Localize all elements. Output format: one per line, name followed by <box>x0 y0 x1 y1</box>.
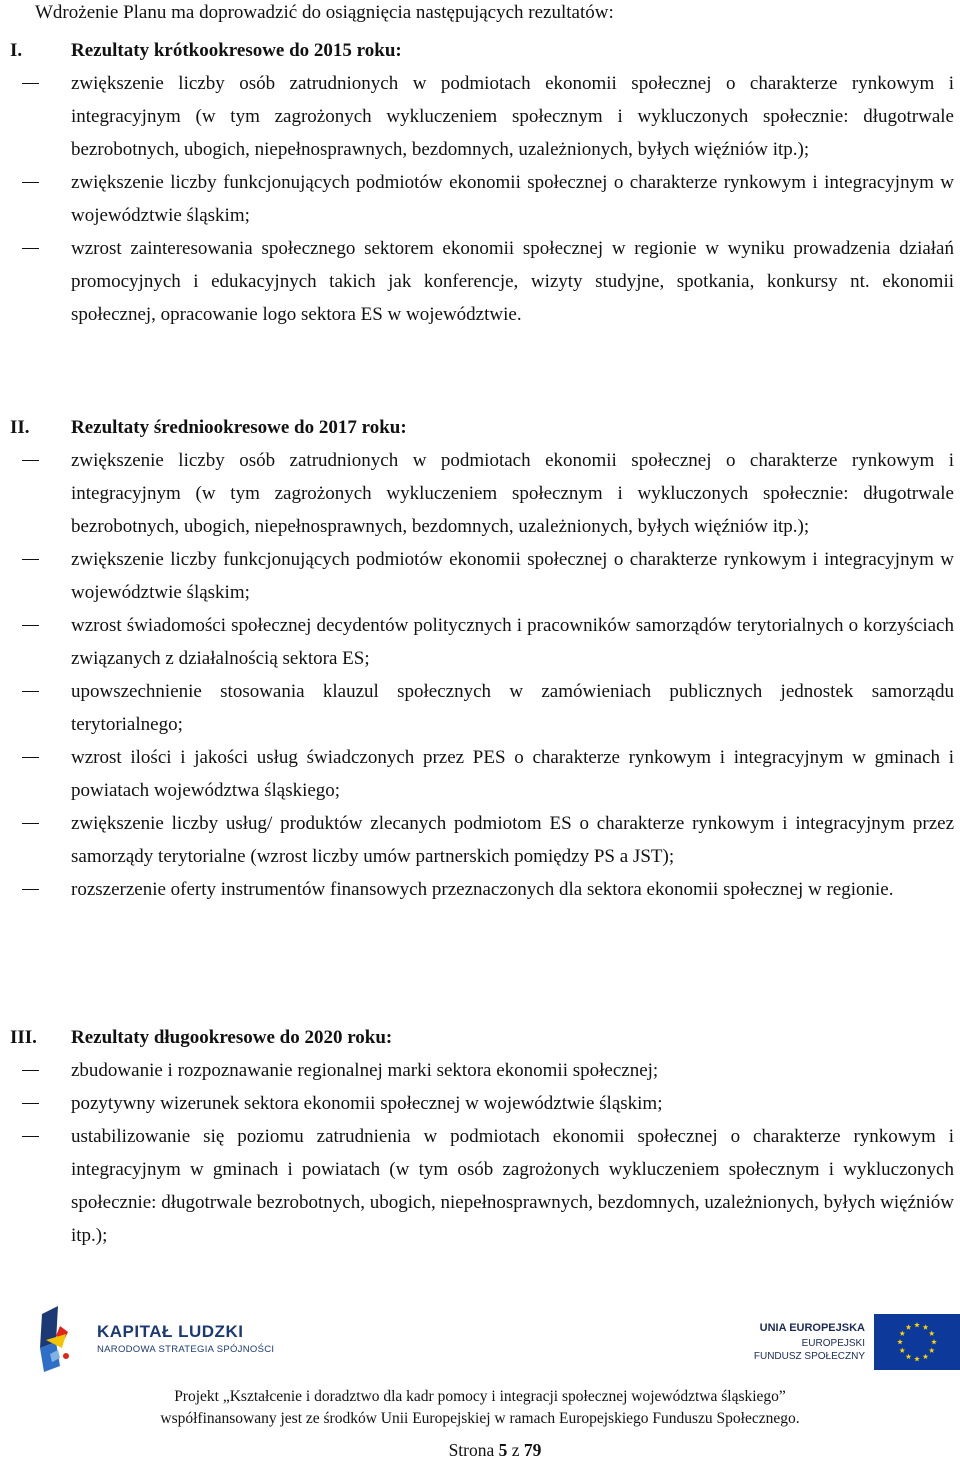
dash-bullet <box>22 625 39 626</box>
logo-title: UNIA EUROPEJSKA <box>759 1322 865 1334</box>
list-item <box>0 1054 960 1087</box>
list-item-text: zwiększenie liczby osób zatrudnionych w podmiotach ekonomii społecznej o charakterze rynkowym i integracyjnym (w tym zagrożonych wykluczeniem społecznym i wykluczonych społecznie: długotrwale bezrobotnych, ubogich, niepełnosprawnych, bezdomnych, uzależnionych, byłych więźniów itp.); <box>71 450 954 537</box>
list-item <box>0 1087 960 1120</box>
section-medium-term <box>0 411 960 906</box>
section-title: Rezultaty krótkookresowe do 2015 roku: <box>71 40 402 61</box>
result-list <box>0 67 960 331</box>
page-total: 79 <box>523 1440 542 1460</box>
list-item-text: wzrost świadomości społecznej decydentów politycznych i pracowników samorządów terytorialnych o korzyściach związanych z działalnością sektora ES; <box>71 615 954 669</box>
dash-bullet <box>22 1070 39 1071</box>
dash-bullet <box>22 757 39 758</box>
dash-bullet <box>22 83 39 84</box>
dash-bullet <box>22 559 39 560</box>
section-title: Rezultaty średniookresowe do 2017 roku: <box>71 417 407 438</box>
page-prefix: Strona <box>448 1440 495 1460</box>
section-title: Rezultaty długookresowe do 2020 roku: <box>71 1027 393 1048</box>
logo-title: KAPITAŁ LUDZKI <box>97 1322 244 1341</box>
list-item-text: zwiększenie liczby funkcjonujących podmiotów ekonomii społecznej o charakterze rynkowym i integracyjnym w województwie śląskim; <box>71 549 954 603</box>
list-item <box>0 609 960 675</box>
list-item-text: zwiększenie liczby usług/ produktów zlecanych podmiotom ES o charakterze rynkowym i integracyjnym przez samorządy terytorialne (wzrost liczby umów partnerskich pomiędzy PS a JST); <box>71 813 954 867</box>
list-item-text: zbudowanie i rozpoznawanie regionalnej marki sektora ekonomii społecznej; <box>71 1060 659 1081</box>
footer-cofinance-line: współfinansowany jest ze środków Unii Europejskiej w ramach Europejskiego Funduszu Społecznego. <box>160 1410 800 1427</box>
dash-bullet <box>22 1136 39 1137</box>
eu-efs-logo <box>750 1314 960 1374</box>
list-item <box>0 543 960 609</box>
section-heading <box>0 34 960 67</box>
list-item-text: wzrost zainteresowania społecznego sektorem ekonomii społecznej w regionie w wyniku prowadzenia działań promocyjnych i edukacyjnych takich jak konferencje, wizyty studyjne, spotkania, konkursy nt. ekonomii społecznej, opracowanie logo sektora ES w województwie. <box>71 238 954 325</box>
section-heading <box>0 411 960 444</box>
list-item-text: rozszerzenie oferty instrumentów finansowych przeznaczonych dla sektora ekonomii społecznej w regionie. <box>71 879 894 900</box>
list-item-text: pozytywny wizerunek sektora ekonomii społecznej w województwie śląskim; <box>71 1093 663 1114</box>
list-item <box>0 807 960 873</box>
list-item <box>0 675 960 741</box>
logo-subtitle: FUNDUSZ SPOŁECZNY <box>753 1351 865 1362</box>
section-heading <box>0 1021 960 1054</box>
footer-project-line: Projekt „Kształcenie i doradztwo dla kadr pomocy i integracji społecznej województwa śląskiego” <box>174 1388 786 1405</box>
list-item-text: upowszechnienie stosowania klauzul społecznych w zamówieniach publicznych jednostek samorządu terytorialnego; <box>71 681 954 735</box>
result-list <box>0 1054 960 1252</box>
section-number: I. <box>10 40 23 61</box>
list-item-text: ustabilizowanie się poziomu zatrudnienia w podmiotach ekonomii społecznej o charakterze rynkowym i integracyjnym w gminach i powiatach (w tym osób zagrożonych wykluczeniem społecznym i wykluczonych społecznie: długotrwale bezrobotnych, ubogich, niepełnosprawnych, bezdomnych, uzależnionych, byłych więźniów itp.); <box>71 1126 954 1246</box>
section-short-term <box>0 34 960 331</box>
dash-bullet <box>22 248 39 249</box>
kapital-ludzki-logo <box>36 1304 276 1374</box>
dash-bullet <box>22 1103 39 1104</box>
page-current: 5 <box>498 1440 508 1460</box>
section-number: II. <box>10 417 30 438</box>
section-long-term <box>0 1021 960 1252</box>
list-item <box>0 741 960 807</box>
dash-bullet <box>22 182 39 183</box>
logo-subtitle: EUROPEJSKI <box>801 1338 865 1349</box>
dash-bullet <box>22 460 39 461</box>
dash-bullet <box>22 823 39 824</box>
list-item-text: wzrost ilości i jakości usług świadczonych przez PES o charakterze rynkowym i integracyjnym w gminach i powiatach województwa śląskiego; <box>71 747 954 801</box>
intro-text: Wdrożenie Planu ma doprowadzić do osiągnięcia następujących rezultatów: <box>35 2 614 23</box>
list-item-text: zwiększenie liczby funkcjonujących podmiotów ekonomii społecznej o charakterze rynkowym i integracyjnym w województwie śląskim; <box>71 172 954 226</box>
dash-bullet <box>22 889 39 890</box>
list-item <box>0 444 960 543</box>
logo-subtitle: NARODOWA STRATEGIA SPÓJNOŚCI <box>97 1344 275 1355</box>
result-list <box>0 444 960 906</box>
list-item <box>0 166 960 232</box>
list-item <box>0 873 960 906</box>
list-item <box>0 232 960 331</box>
footer-logos <box>0 1298 960 1378</box>
list-item <box>0 67 960 166</box>
section-number: III. <box>10 1027 37 1048</box>
list-item-text: zwiększenie liczby osób zatrudnionych w podmiotach ekonomii społecznej o charakterze rynkowym i integracyjnym (w tym zagrożonych wykluczeniem społecznym i wykluczonych społecznie: długotrwale bezrobotnych, ubogich, niepełnosprawnych, bezdomnych, uzależnionych, byłych więźniów itp.); <box>71 73 954 160</box>
list-item <box>0 1120 960 1252</box>
page-sep: z <box>511 1440 520 1460</box>
dash-bullet <box>22 691 39 692</box>
page-number <box>0 1440 960 1461</box>
kapital-ludzki-icon <box>36 1304 92 1374</box>
eu-flag-icon <box>874 1314 960 1370</box>
